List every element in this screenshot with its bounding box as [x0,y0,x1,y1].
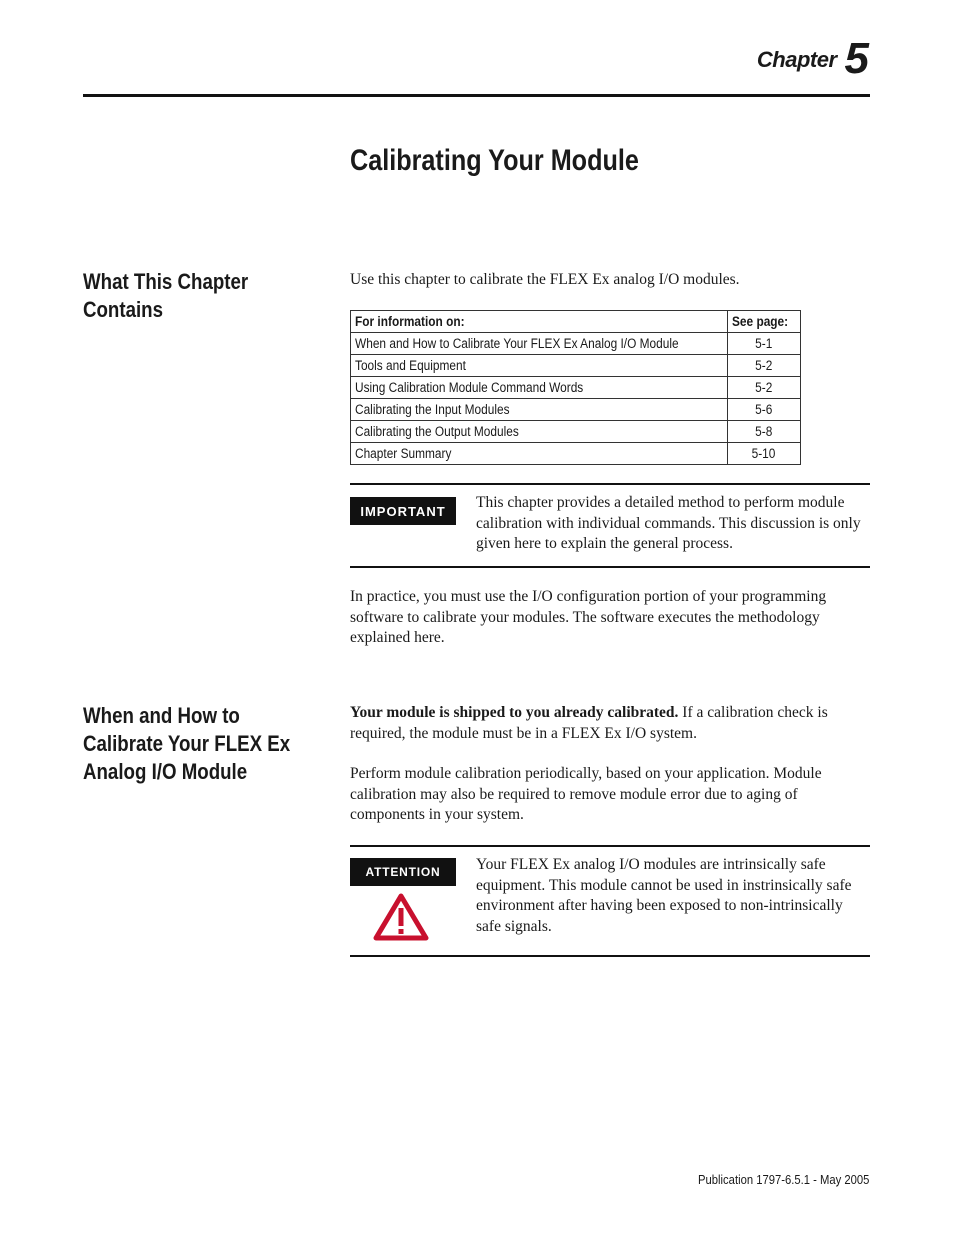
table-cell-page: 5-8 [727,421,800,443]
section-heading-what-this-chapter-contains: What This Chapter Contains [83,269,249,322]
notice-top-rule [350,483,870,485]
table-header-page: See page: [727,311,800,333]
chapter-label: Chapter [756,47,837,72]
chapter-number: 5 [844,34,869,83]
table-cell-topic: When and How to Calibrate Your FLEX Ex Analog I/O Module [351,333,728,355]
table-cell-page: 5-10 [727,443,800,465]
table-row [351,443,801,465]
section-heading-when-and-how: When and How to Calibrate Your FLEX Ex Analog I/O Module [83,703,291,784]
notice-bottom-rule [350,566,870,568]
table-cell-topic: Using Calibration Module Command Words [351,377,728,399]
table-cell-topic: Tools and Equipment [351,355,728,377]
shipped-bold: Your module is shipped to you already calibrated. [350,704,679,721]
attention-text: Your FLEX Ex analog I/O modules are intrinsically safe equipment. This module cannot be used in instrinsically safe environment after having been exposed to non-intrinsically safe signals. [476,856,852,935]
table-row [351,421,801,443]
important-badge: IMPORTANT [350,497,456,525]
page-title: Calibrating Your Module [350,144,639,177]
table-cell-topic: Calibrating the Input Modules [351,399,728,421]
table-cell-page: 5-2 [727,377,800,399]
table-cell-page: 5-2 [727,355,800,377]
table-cell-page: 5-1 [727,333,800,355]
table-cell-topic: Calibrating the Output Modules [351,421,728,443]
toc-table [350,310,801,465]
header-rule [83,94,870,97]
table-header-topic: For information on: [351,311,728,333]
table-row [351,377,801,399]
table-cell-page: 5-6 [727,399,800,421]
practice-text: In practice, you must use the I/O configuration portion of your programming software to calibrate your modules. The software executes the methodology explained here. [350,588,827,646]
periodic-paragraph: Perform module calibration periodically, based on your application. Module calibration may also be required to remove module error due to aging of components in your system. [350,765,822,823]
table-header-row [351,311,801,333]
table-cell-topic: Chapter Summary [351,443,728,465]
publication-footer: Publication 1797-6.5.1 - May 2005 [697,1173,869,1187]
table-row [351,333,801,355]
important-text: This chapter provides a detailed method to perform module calibration with individual commands. This discussion is only given here to explain the general process. [476,494,861,552]
attention-top-rule [350,845,870,847]
table-row [351,399,801,421]
shipped-rest: If a calibration check is required, the module must be in a FLEX Ex I/O system. [350,704,828,742]
table-row [351,355,801,377]
chapter-header [757,34,869,84]
attention-badge: ATTENTION [350,858,456,886]
warning-triangle-icon [373,893,429,941]
attention-bottom-rule [350,955,870,957]
shipped-paragraph [350,703,870,744]
intro-text: Use this chapter to calibrate the FLEX Ex analog I/O modules. [350,271,740,288]
